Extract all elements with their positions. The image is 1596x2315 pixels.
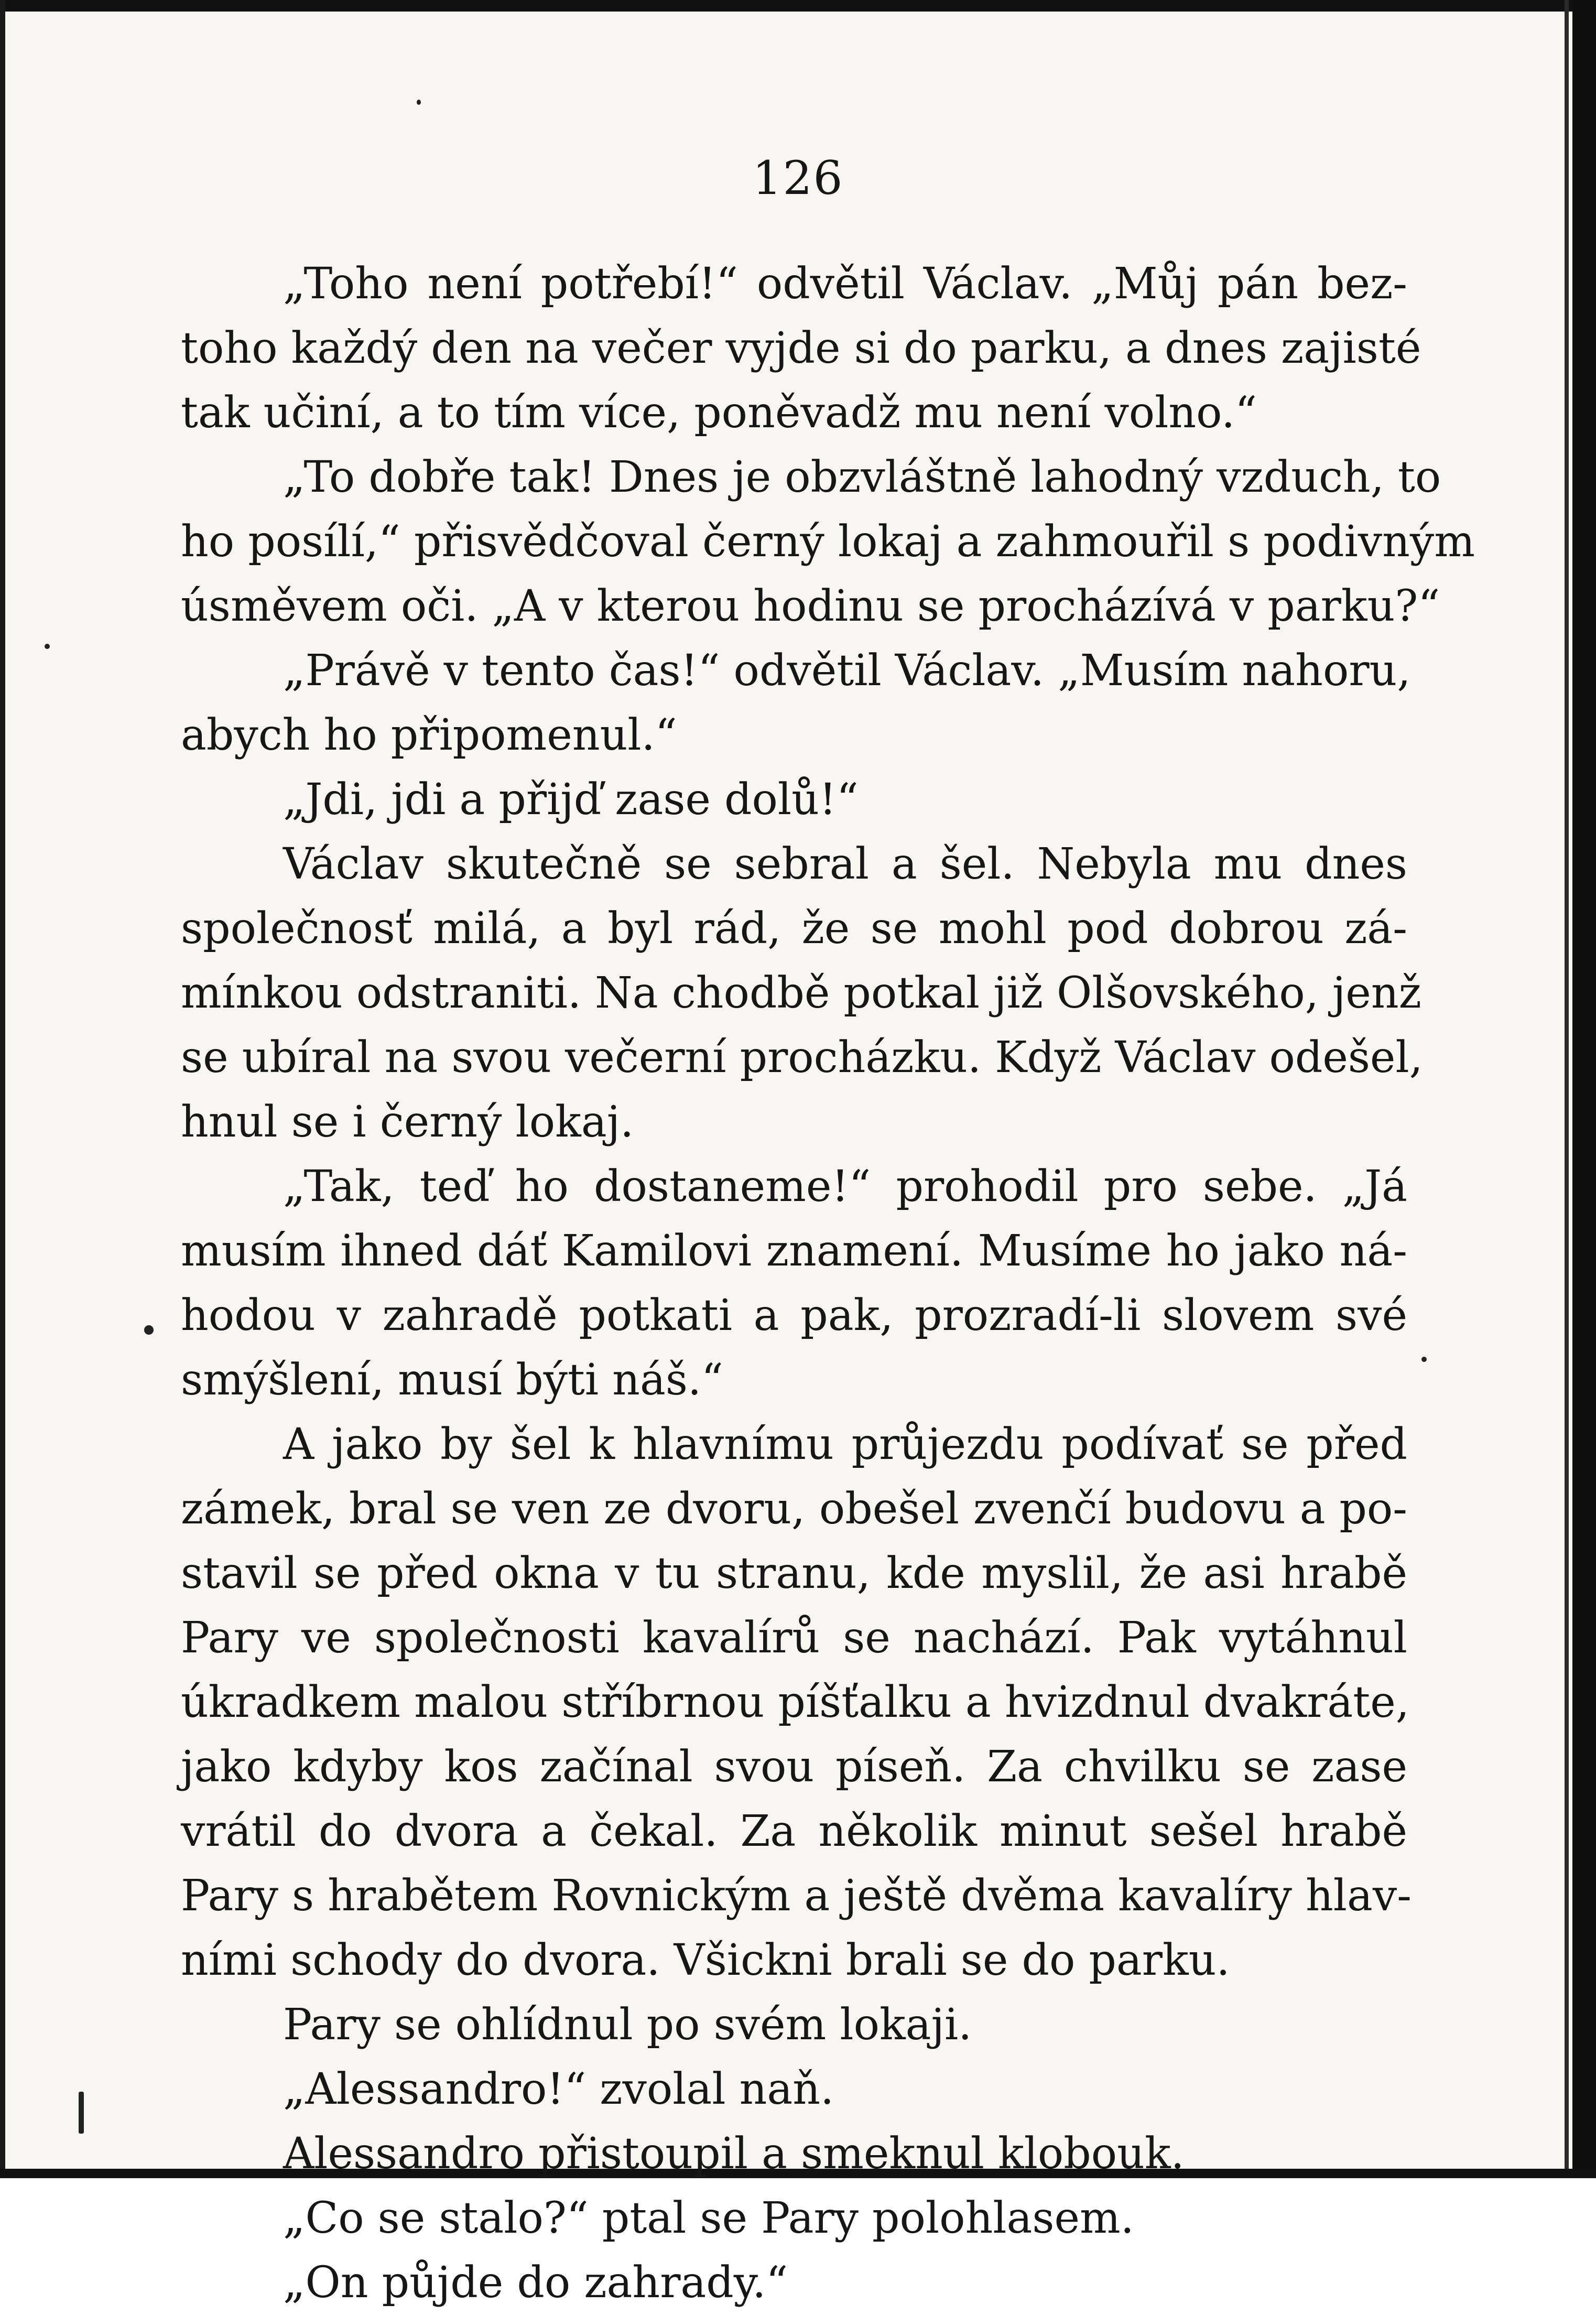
text-line: mínkou odstraniti. Na chodbě potkal již Olšovského, jenž [181, 968, 1421, 1018]
scan-border-right [1572, 0, 1596, 2178]
text-line: se ubíral na svou večerní procházku. Když Václav odešel, [181, 1033, 1423, 1083]
text-line: „On půjde do zahrady.“ [283, 2258, 788, 2308]
text-line: smýšlení, musí býti náš.“ [181, 1355, 723, 1405]
dust-speck [1421, 1357, 1427, 1362]
text-line: musím ihned dáť Kamilovi znamení. Musíme ho jako ná- [181, 1226, 1407, 1276]
scan-border-right-inner [1565, 0, 1569, 2178]
text-line: Václav skutečně se sebral a šel. Nebyla mu dnes [283, 839, 1407, 889]
dust-speck [45, 644, 50, 649]
text-line: ními schody do dvora. Všickni brali se do parku. [181, 1935, 1230, 1985]
text-line: Pary se ohlídnul po svém lokaji. [283, 2000, 972, 2050]
text-line: „Tak, teď ho dostaneme!“ prohodil pro sebe. „Já [283, 1162, 1407, 1211]
text-line: „Jdi, jdi a přijď zase dolů!“ [283, 775, 859, 825]
text-line: jako kdyby kos začínal svou píseň. Za chvilku se zase [181, 1742, 1407, 1792]
body-text [181, 252, 1475, 2315]
text-line: „Co se stalo?“ ptal se Pary polohlasem. [283, 2193, 1134, 2243]
dust-speck [79, 2092, 84, 2134]
text-line: toho každý den na večer vyjde si do parku, a dnes zajisté [181, 323, 1421, 373]
text-line: stavil se před okna v tu stranu, kde myslil, že asi hrabě [181, 1549, 1407, 1598]
text-line: Alessandro přistoupil a smeknul klobouk. [283, 2129, 1185, 2179]
text-line: abych ho připomenul.“ [181, 710, 677, 760]
text-line: úsměvem oči. „A v kterou hodinu se procházívá v parku?“ [181, 581, 1440, 631]
text-line: hnul se i černý lokaj. [181, 1097, 634, 1147]
text-line: ho posílí,“ přisvědčoval černý lokaj a zahmouřil s podivným [181, 517, 1475, 567]
text-line: vrátil do dvora a čekal. Za několik minut sešel hrabě [181, 1806, 1407, 1856]
text-line: „Právě v tento čas!“ odvětil Václav. „Musím nahoru, [283, 646, 1411, 696]
dust-speck [417, 100, 421, 105]
text-line: „Alessandro!“ zvolal naň. [283, 2064, 834, 2114]
text-line: „Toho není potřebí!“ odvětil Václav. „Můj pán bez- [283, 259, 1407, 309]
text-line: A jako by šel k hlavnímu průjezdu podívať se před [283, 1420, 1407, 1469]
text-line: zámek, bral se ven ze dvoru, obešel zvenčí budovu a po- [181, 1484, 1407, 1534]
text-line: společnosť milá, a byl rád, že se mohl pod dobrou zá- [181, 904, 1407, 954]
text-line: Pary s hrabětem Rovnickým a ještě dvěma kavalíry hlav- [181, 1871, 1412, 1921]
text-line: hodou v zahradě potkati a pak, prozradí-li slovem své [181, 1291, 1407, 1340]
text-line: tak učiní, a to tím více, poněvadž mu není volno.“ [181, 388, 1257, 438]
scan-border-left [0, 0, 5, 2178]
text-line: úkradkem malou stříbrnou píšťalku a hvizdnul dvakráte, [181, 1678, 1409, 1727]
text-line: Pary ve společnosti kavalírů se nachází. Pak vytáhnul [181, 1613, 1407, 1663]
scan-border-top [0, 0, 1596, 12]
dust-speck [144, 1325, 154, 1335]
page-number: 126 [752, 151, 844, 205]
text-line: „To dobře tak! Dnes je obzvláštně lahodný vzduch, to [283, 452, 1441, 502]
